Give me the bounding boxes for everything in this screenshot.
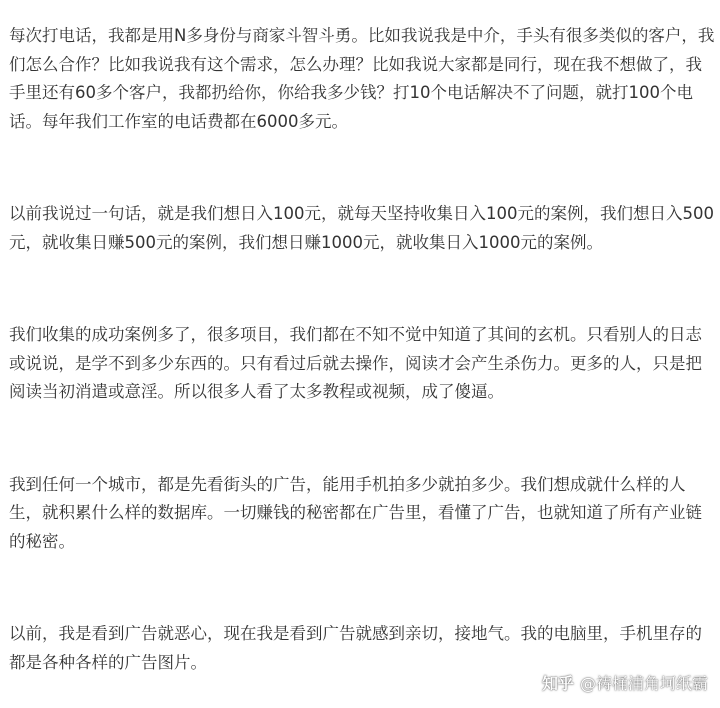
watermark-user: @祷桶浦角坷纸霸 bbox=[579, 674, 708, 693]
paragraph-5: 以前，我是看到广告就恶心，现在我是看到广告就感到亲切，接地气。我的电脑里，手机里存的都是各种各样的广告图片。 bbox=[9, 624, 702, 672]
zhihu-watermark bbox=[542, 671, 708, 694]
paragraph-2: 以前我说过一句话，就是我们想日入100元，就每天坚持收集日入100元的案例，我们想日入500元，就收集日赚500元的案例，我们想日赚1000元，就收集日入1000元的案例。 bbox=[9, 204, 714, 252]
article-body bbox=[9, 22, 715, 677]
paragraph-4: 我到任何一个城市，都是先看街头的广告，能用手机拍多少就拍多少。我们想成就什么样的人生，就积累什么样的数据库。一切赚钱的秘密都在广告里，看懂了广告，也就知道了所有产业链的秘密。 bbox=[9, 474, 702, 551]
paragraph-1: 每次打电话，我都是用N多身份与商家斗智斗勇。比如我说我是中介，手头有很多类似的客户，我们怎么合作？比如我说我有这个需求，怎么办理？比如我说大家都是同行，现在我不想做了，我手里还有60多个客户，我都扔给你，你给我多少钱？打10个电话解决不了问题，就打100个电话。每年我们工作室的电话费都在6000多元。 bbox=[9, 26, 715, 131]
paragraph-3: 我们收集的成功案例多了，很多项目，我们都在不知不觉中知道了其间的玄机。只看别人的日志或说说，是学不到多少东西的。只有看过后就去操作，阅读才会产生杀伤力。更多的人，只是把阅读当初消遣或意淫。所以很多人看了太多教程或视频，成了傻逼。 bbox=[9, 325, 702, 401]
watermark-brand: 知乎 bbox=[541, 674, 574, 693]
